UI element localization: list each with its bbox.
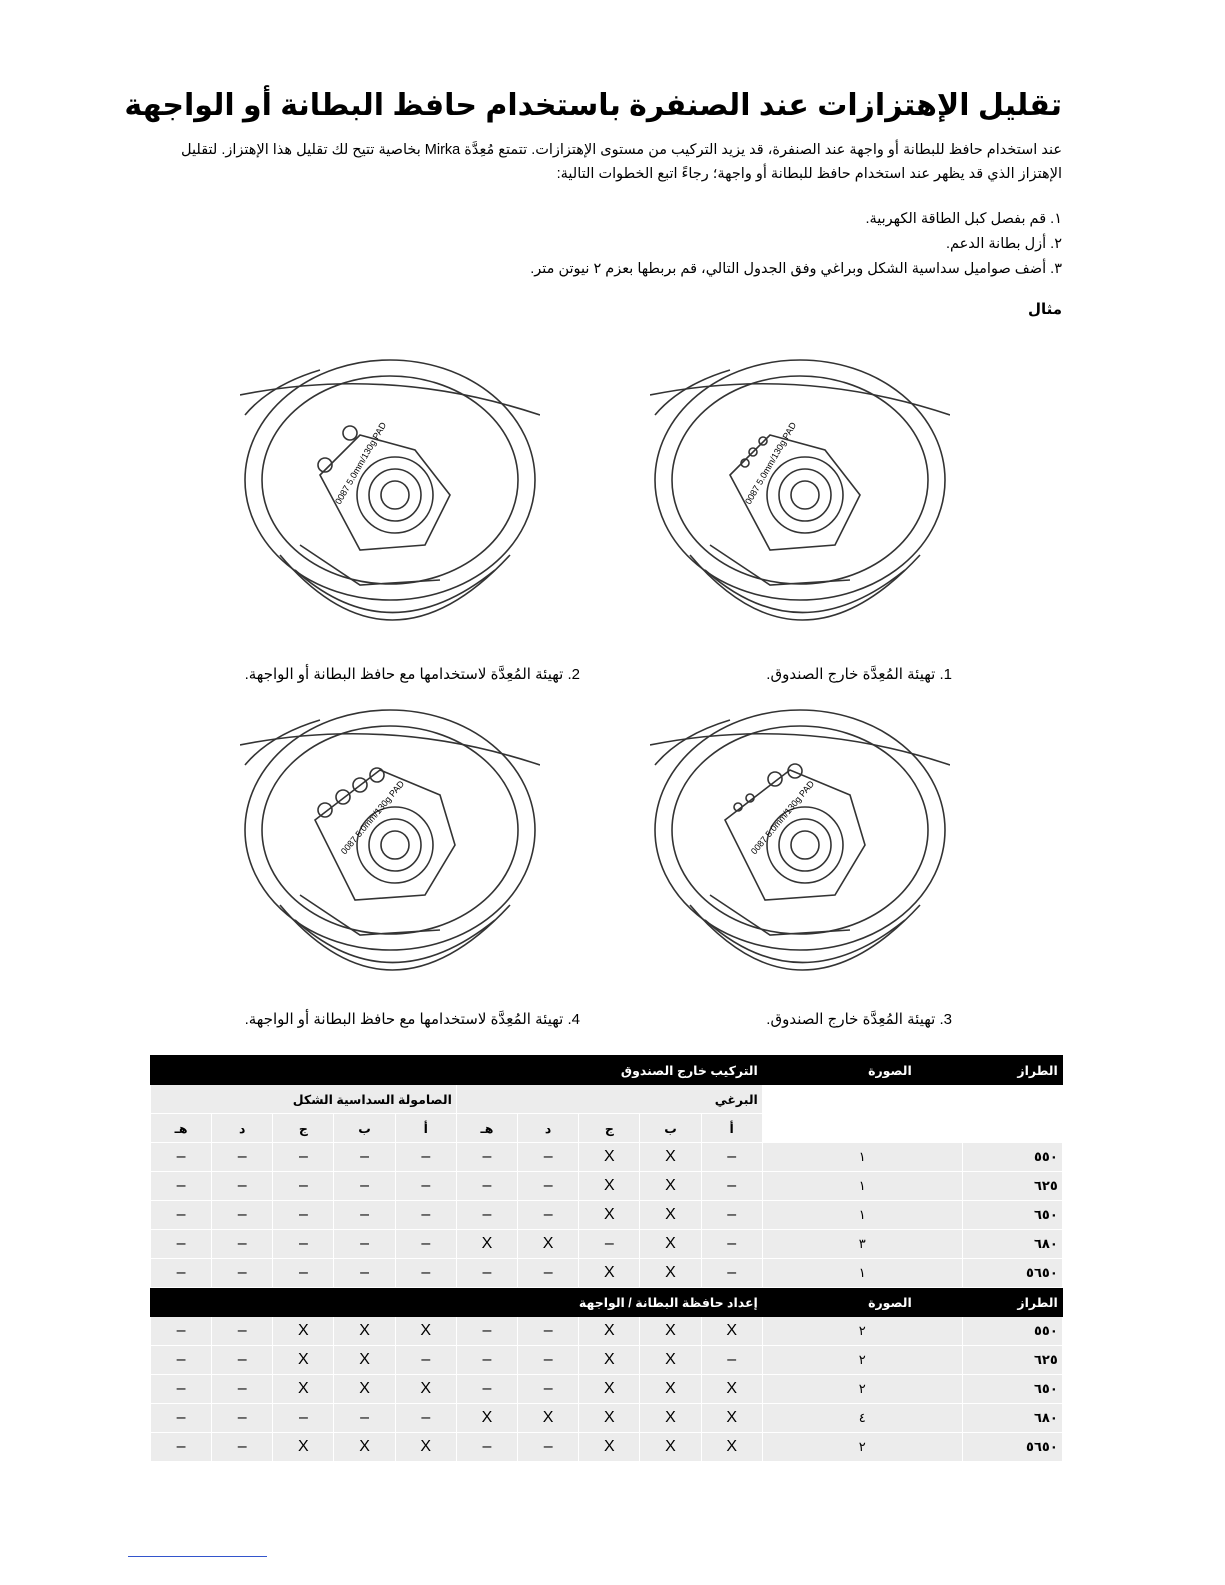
value-cell: – xyxy=(334,1201,395,1230)
value-cell: – xyxy=(151,1172,212,1201)
value-cell: – xyxy=(701,1172,762,1201)
value-cell: – xyxy=(273,1404,334,1433)
picture-cell: ٢ xyxy=(762,1317,962,1346)
value-cell: – xyxy=(334,1143,395,1172)
value-cell: X xyxy=(395,1433,456,1462)
letter-cell: د xyxy=(212,1114,273,1143)
model-cell: ٥٦٥٠ xyxy=(962,1433,1062,1462)
value-cell: X xyxy=(579,1433,640,1462)
value-cell: X xyxy=(579,1259,640,1288)
model-cell: ٥٥٠ xyxy=(962,1317,1062,1346)
figure-1-caption: 1. تهيئة المُعِدَّة خارج الصندوق. xyxy=(766,666,952,683)
value-cell: X xyxy=(456,1230,517,1259)
value-cell: – xyxy=(701,1143,762,1172)
value-cell: – xyxy=(212,1259,273,1288)
value-cell: X xyxy=(273,1375,334,1404)
value-cell: – xyxy=(273,1143,334,1172)
value-cell: X xyxy=(273,1346,334,1375)
value-cell: X xyxy=(701,1433,762,1462)
value-cell: X xyxy=(395,1317,456,1346)
picture-cell: ٢ xyxy=(762,1346,962,1375)
screw-header: البرغي xyxy=(456,1085,762,1114)
letter-cell: د xyxy=(518,1114,579,1143)
value-cell: – xyxy=(456,1375,517,1404)
value-cell: – xyxy=(212,1230,273,1259)
value-cell: X xyxy=(640,1317,701,1346)
value-cell: X xyxy=(334,1317,395,1346)
value-cell: – xyxy=(273,1230,334,1259)
table-row xyxy=(151,1375,1063,1404)
letter-cell: أ xyxy=(701,1114,762,1143)
value-cell: – xyxy=(151,1375,212,1404)
value-cell: – xyxy=(701,1230,762,1259)
value-cell: – xyxy=(456,1172,517,1201)
letter-cell: هـ xyxy=(456,1114,517,1143)
value-cell: X xyxy=(334,1346,395,1375)
picture-cell: ٢ xyxy=(762,1375,962,1404)
value-cell: – xyxy=(518,1375,579,1404)
value-cell: – xyxy=(395,1404,456,1433)
picture-cell: ١ xyxy=(762,1172,962,1201)
value-cell: X xyxy=(273,1433,334,1462)
figure-1-sander-head xyxy=(650,355,950,645)
value-cell: X xyxy=(273,1317,334,1346)
figure-4-plate-label: 0087 5.0mm/130g PAD xyxy=(338,778,407,857)
value-cell: – xyxy=(518,1259,579,1288)
value-cell: – xyxy=(395,1172,456,1201)
value-cell: – xyxy=(151,1201,212,1230)
value-cell: X xyxy=(395,1375,456,1404)
table-row xyxy=(151,1404,1063,1433)
model-cell: ٥٥٠ xyxy=(962,1143,1062,1172)
value-cell: – xyxy=(273,1201,334,1230)
figure-3-plate-label: 0087 5.0mm/130g PAD xyxy=(748,778,817,857)
figure-3-caption: 3. تهيئة المُعِدَّة خارج الصندوق. xyxy=(766,1011,952,1028)
value-cell: – xyxy=(273,1172,334,1201)
value-cell: – xyxy=(395,1230,456,1259)
value-cell: – xyxy=(212,1317,273,1346)
value-cell: X xyxy=(640,1404,701,1433)
value-cell: – xyxy=(212,1172,273,1201)
value-cell: – xyxy=(518,1317,579,1346)
step-2: ٢. أزل بطانة الدعم. xyxy=(945,236,1062,252)
value-cell: – xyxy=(518,1143,579,1172)
value-cell: – xyxy=(579,1230,640,1259)
figure-2-plate-label: 0087 5.0mm/130g PAD xyxy=(333,420,389,506)
value-cell: X xyxy=(518,1404,579,1433)
value-cell: X xyxy=(579,1317,640,1346)
letter-cell: ب xyxy=(640,1114,701,1143)
value-cell: X xyxy=(334,1433,395,1462)
model-cell: ٦٥٠ xyxy=(962,1201,1062,1230)
value-cell: – xyxy=(518,1346,579,1375)
value-cell: X xyxy=(640,1346,701,1375)
figure-1-plate-label: 0087 5.0mm/130g PAD xyxy=(743,420,799,506)
table-row xyxy=(151,1433,1063,1462)
value-cell: – xyxy=(151,1143,212,1172)
value-cell: X xyxy=(579,1143,640,1172)
picture-header: الصورة xyxy=(762,1056,962,1085)
value-cell: X xyxy=(640,1433,701,1462)
value-cell: – xyxy=(518,1433,579,1462)
value-cell: X xyxy=(640,1230,701,1259)
value-cell: – xyxy=(334,1230,395,1259)
value-cell: – xyxy=(151,1404,212,1433)
model-cell: ٦٨٠ xyxy=(962,1230,1062,1259)
value-cell: – xyxy=(701,1346,762,1375)
letter-cell: ج xyxy=(579,1114,640,1143)
value-cell: – xyxy=(456,1346,517,1375)
value-cell: – xyxy=(456,1259,517,1288)
value-cell: – xyxy=(518,1172,579,1201)
value-cell: X xyxy=(640,1201,701,1230)
value-cell: – xyxy=(212,1433,273,1462)
table-letter-row xyxy=(151,1114,1063,1143)
value-cell: – xyxy=(701,1259,762,1288)
figure-2-caption: 2. تهيئة المُعِدَّة لاستخدامها مع حافظ البطانة أو الواجهة. xyxy=(244,666,580,683)
model-cell: ٦٨٠ xyxy=(962,1404,1062,1433)
letter-cell: هـ xyxy=(151,1114,212,1143)
value-cell: – xyxy=(212,1404,273,1433)
value-cell: – xyxy=(151,1433,212,1462)
table-row xyxy=(151,1346,1063,1375)
example-heading: مثال xyxy=(1027,301,1062,318)
value-cell: X xyxy=(579,1375,640,1404)
value-cell: X xyxy=(701,1375,762,1404)
letter-cell: أ xyxy=(395,1114,456,1143)
figure-3-sander-head xyxy=(650,705,950,995)
value-cell: X xyxy=(579,1404,640,1433)
value-cell: – xyxy=(456,1201,517,1230)
picture-cell: ١ xyxy=(762,1201,962,1230)
model-cell: ٦٥٠ xyxy=(962,1375,1062,1404)
value-cell: – xyxy=(212,1143,273,1172)
value-cell: – xyxy=(273,1259,334,1288)
value-cell: – xyxy=(518,1201,579,1230)
value-cell: X xyxy=(640,1172,701,1201)
value-cell: – xyxy=(334,1172,395,1201)
value-cell: X xyxy=(518,1230,579,1259)
footnote-separator xyxy=(128,1556,267,1557)
value-cell: X xyxy=(640,1259,701,1288)
value-cell: X xyxy=(334,1375,395,1404)
picture-cell: ٢ xyxy=(762,1433,962,1462)
value-cell: – xyxy=(212,1375,273,1404)
figure-4-sander-head xyxy=(240,705,540,995)
value-cell: X xyxy=(701,1317,762,1346)
protector-header: إعداد حافظة البطانة / الواجهة xyxy=(151,1288,763,1317)
picture-cell: ١ xyxy=(762,1259,962,1288)
value-cell: – xyxy=(456,1317,517,1346)
out-of-box-header: التركيب خارج الصندوق xyxy=(151,1056,763,1085)
model-cell: ٥٦٥٠ xyxy=(962,1259,1062,1288)
value-cell: – xyxy=(395,1143,456,1172)
value-cell: – xyxy=(456,1433,517,1462)
value-cell: X xyxy=(579,1201,640,1230)
value-cell: – xyxy=(334,1404,395,1433)
value-cell: – xyxy=(701,1201,762,1230)
step-1: ١. قم بفصل كبل الطاقة الكهربية. xyxy=(865,211,1062,227)
figure-4-caption: 4. تهيئة المُعِدَّة لاستخدامها مع حافظ البطانة أو الواجهة. xyxy=(244,1011,580,1028)
model-header: الطراز xyxy=(962,1056,1062,1085)
steps-list xyxy=(150,207,1062,282)
value-cell: X xyxy=(579,1172,640,1201)
value-cell: – xyxy=(151,1346,212,1375)
table-row xyxy=(151,1201,1063,1230)
value-cell: – xyxy=(212,1201,273,1230)
picture-cell: ١ xyxy=(762,1143,962,1172)
table-row xyxy=(151,1259,1063,1288)
value-cell: – xyxy=(151,1259,212,1288)
table-row xyxy=(151,1230,1063,1259)
configuration-table xyxy=(150,1055,1063,1462)
table-row xyxy=(151,1172,1063,1201)
value-cell: X xyxy=(701,1404,762,1433)
table-row xyxy=(151,1143,1063,1172)
value-cell: – xyxy=(395,1201,456,1230)
model-header: الطراز xyxy=(962,1288,1062,1317)
value-cell: – xyxy=(151,1317,212,1346)
picture-cell: ٤ xyxy=(762,1404,962,1433)
page-title: تقليل الإهتزازات عند الصنفرة باستخدام حافظ البطانة أو الواجهة xyxy=(124,89,1062,122)
picture-cell: ٣ xyxy=(762,1230,962,1259)
value-cell: X xyxy=(640,1375,701,1404)
value-cell: – xyxy=(395,1346,456,1375)
model-cell: ٦٢٥ xyxy=(962,1346,1062,1375)
table-header-out-of-box xyxy=(151,1056,1063,1085)
value-cell: – xyxy=(212,1346,273,1375)
value-cell: – xyxy=(334,1259,395,1288)
protector-rows xyxy=(151,1317,1063,1462)
intro-paragraph: عند استخدام حافظ للبطانة أو واجهة عند الصنفرة، قد يزيد التركيب من مستوى الإهتزازات. تتمتع مُعِدَّة Mirka بخاصية تتيح لك تقليل هذا الإهتزاز. لتقليل الإهتزاز الذي قد يظهر عند استخدام حافظ للبطانة أو واجهة؛ رجاءً اتبع الخطوات التالية: xyxy=(181,142,1062,182)
table-subheader xyxy=(151,1085,1063,1114)
value-cell: – xyxy=(151,1230,212,1259)
figure-2-sander-head xyxy=(240,355,540,645)
table-header-protector xyxy=(151,1288,1063,1317)
value-cell: – xyxy=(456,1143,517,1172)
model-cell: ٦٢٥ xyxy=(962,1172,1062,1201)
value-cell: – xyxy=(395,1259,456,1288)
hex-nut-header: الصامولة السداسية الشكل xyxy=(151,1085,457,1114)
letter-cell: ج xyxy=(273,1114,334,1143)
value-cell: X xyxy=(640,1143,701,1172)
value-cell: X xyxy=(456,1404,517,1433)
picture-header: الصورة xyxy=(762,1288,962,1317)
table-row xyxy=(151,1317,1063,1346)
value-cell: X xyxy=(579,1346,640,1375)
letter-cell: ب xyxy=(334,1114,395,1143)
step-3: ٣. أضف صواميل سداسية الشكل وبراغي وفق الجدول التالي، قم بربطها بعزم ٢ نيوتن متر. xyxy=(530,261,1062,277)
out-of-box-rows xyxy=(151,1143,1063,1288)
